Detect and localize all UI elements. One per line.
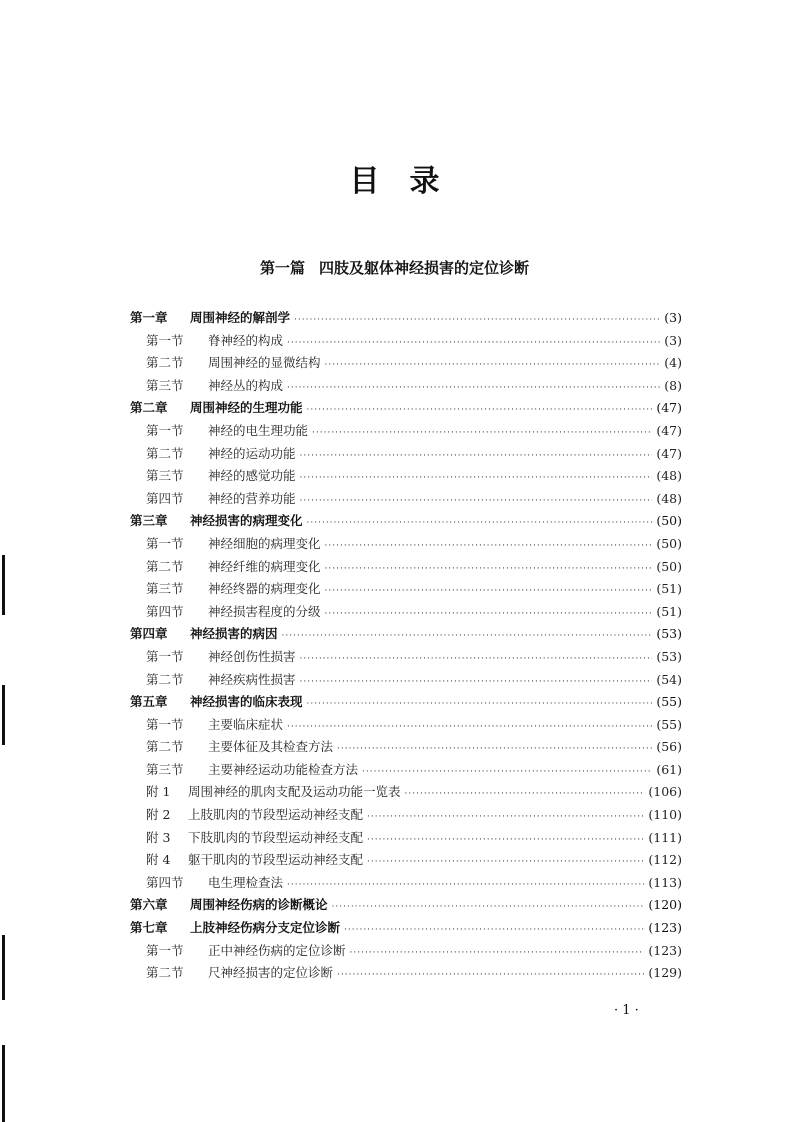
dot-leader [367, 829, 644, 852]
entry-title: 神经的电生理功能 [208, 422, 309, 438]
entry-title: 神经丛的构成 [208, 377, 284, 393]
entry-page: (53) [656, 626, 682, 642]
entry-page: (4) [664, 355, 682, 371]
toc-entry-section [130, 669, 682, 692]
entry-title: 周围神经的解剖学 [190, 310, 291, 325]
entry-number: 第四节 [146, 874, 184, 890]
entry-number: 第三节 [146, 581, 184, 597]
toc-entry-section [130, 420, 682, 443]
dot-leader [312, 422, 652, 445]
dot-leader [367, 851, 644, 874]
toc-entry-section [130, 736, 682, 759]
entry-number: 第四章 [130, 626, 168, 642]
entry-page: (123) [648, 920, 682, 936]
entry-title: 神经疾病性损害 [208, 671, 296, 687]
toc-entry-section [130, 330, 682, 353]
entry-title: 正中神经伤病的定位诊断 [208, 942, 346, 958]
entry-title: 躯干肌肉的节段型运动神经支配 [188, 852, 364, 868]
entry-number: 第一节 [146, 716, 184, 732]
entry-number: 附 2 [146, 807, 171, 823]
entry-page: (47) [656, 422, 682, 438]
part-title: 四肢及躯体神经损害的定位诊断 [319, 259, 530, 277]
toc-entry-section [130, 578, 682, 601]
dot-leader [367, 806, 644, 829]
dot-leader [287, 332, 660, 355]
toc-entry-section [130, 714, 682, 737]
entry-number: 第六章 [130, 897, 168, 913]
scan-edge-mark [2, 555, 5, 615]
dot-leader [325, 354, 661, 377]
entry-number: 附 3 [146, 829, 171, 845]
entry-number: 第一节 [146, 422, 184, 438]
entry-title: 周围神经的生理功能 [190, 400, 303, 416]
dot-leader [307, 399, 653, 422]
entry-page: (129) [648, 965, 682, 981]
toc-entry-appendix [130, 804, 682, 827]
entry-number: 第二节 [146, 558, 184, 574]
entry-title: 神经创伤性损害 [208, 648, 296, 664]
dot-leader [300, 467, 653, 490]
toc-entry-chapter [130, 307, 682, 330]
entry-title: 神经损害的临床表现 [190, 694, 303, 710]
entry-page: (106) [648, 784, 682, 800]
toc-entry-section [130, 443, 682, 466]
entry-number: 第四节 [146, 603, 184, 619]
part-heading [0, 257, 789, 278]
toc-entry-chapter [130, 510, 682, 533]
entry-page: (54) [656, 671, 682, 687]
entry-page: (48) [656, 490, 682, 506]
entry-number: 第三节 [146, 761, 184, 777]
page-number: · 1 · [614, 1003, 639, 1018]
entry-number: 第五章 [130, 694, 168, 710]
entry-number: 第一节 [146, 942, 184, 958]
entry-title: 周围神经的显微结构 [208, 355, 321, 371]
entry-page: (48) [656, 468, 682, 484]
entry-page: (123) [648, 942, 682, 958]
dot-leader [325, 580, 653, 603]
scan-edge-mark [2, 935, 5, 1000]
page-title: 目录 [349, 164, 470, 199]
toc-entry-section [130, 375, 682, 398]
entry-page: (55) [656, 716, 682, 732]
dot-leader [300, 648, 653, 671]
dot-leader [337, 964, 644, 987]
entry-number: 第三章 [130, 513, 168, 529]
entry-page: (47) [656, 445, 682, 461]
entry-page: (8) [664, 377, 682, 393]
toc-entry-appendix [130, 781, 682, 804]
dot-leader [325, 558, 653, 581]
toc-entry-section [130, 646, 682, 669]
dot-leader [300, 490, 653, 513]
toc-entry-section [130, 533, 682, 556]
entry-number: 第二节 [146, 445, 184, 461]
entry-number: 第一节 [146, 332, 184, 348]
entry-number: 第三节 [146, 377, 184, 393]
toc-entry-chapter [130, 894, 682, 917]
entry-number: 第二节 [146, 965, 184, 981]
entry-page: (110) [648, 807, 682, 823]
toc-entry-section [130, 556, 682, 579]
toc-entry-section [130, 601, 682, 624]
dot-leader [287, 377, 660, 400]
dot-leader [405, 783, 645, 806]
entry-title: 神经损害程度的分级 [208, 603, 321, 619]
entry-number: 第一章 [130, 310, 168, 325]
dot-leader [307, 512, 653, 535]
entry-title: 神经纤维的病理变化 [208, 558, 321, 574]
entry-title: 神经终器的病理变化 [208, 581, 321, 597]
entry-title: 尺神经损害的定位诊断 [208, 965, 334, 981]
entry-page: (53) [656, 648, 682, 664]
entry-page: (113) [648, 874, 682, 890]
entry-title: 脊神经的构成 [208, 332, 284, 348]
entry-number: 第七章 [130, 920, 168, 936]
entry-title: 上肢肌肉的节段型运动神经支配 [188, 807, 364, 823]
toc-entry-section [130, 352, 682, 375]
entry-number: 第三节 [146, 468, 184, 484]
dot-leader [337, 738, 652, 761]
entry-title: 神经损害的病理变化 [190, 513, 303, 529]
dot-leader [344, 919, 644, 942]
dot-leader [300, 671, 653, 694]
dot-leader [325, 535, 653, 558]
toc-entry-chapter [130, 917, 682, 940]
entry-page: (3) [664, 310, 682, 325]
entry-page: (50) [656, 535, 682, 551]
toc-entry-section [130, 759, 682, 782]
dot-leader [282, 625, 653, 648]
entry-page: (112) [648, 852, 682, 868]
scan-edge-mark [2, 1045, 5, 1122]
entry-title: 神经损害的病因 [190, 626, 278, 642]
entry-number: 第一节 [146, 648, 184, 664]
entry-title: 主要体征及其检查方法 [208, 739, 334, 755]
dot-leader [362, 761, 652, 784]
entry-page: (51) [656, 603, 682, 619]
entry-title: 神经的运动功能 [208, 445, 296, 461]
entry-page: (111) [648, 829, 682, 845]
entry-title: 主要临床症状 [208, 716, 284, 732]
dot-leader [307, 693, 653, 716]
dot-leader [350, 942, 645, 965]
table-of-contents [130, 307, 682, 985]
entry-page: (50) [656, 513, 682, 529]
toc-entry-chapter [130, 623, 682, 646]
entry-title: 神经的感觉功能 [208, 468, 296, 484]
toc-entry-section [130, 465, 682, 488]
entry-page: (56) [656, 739, 682, 755]
dot-leader [287, 874, 644, 897]
entry-number: 第二节 [146, 739, 184, 755]
entry-title: 神经细胞的病理变化 [208, 535, 321, 551]
entry-number: 第二节 [146, 671, 184, 687]
entry-number: 附 4 [146, 852, 171, 868]
entry-title: 神经的营养功能 [208, 490, 296, 506]
dot-leader [294, 309, 660, 332]
entry-number: 第四节 [146, 490, 184, 506]
toc-entry-section [130, 940, 682, 963]
entry-page: (3) [664, 332, 682, 348]
scan-edge-mark [2, 685, 5, 745]
toc-entry-chapter [130, 397, 682, 420]
toc-entry-appendix [130, 827, 682, 850]
entry-title: 电生理检查法 [208, 874, 284, 890]
entry-title: 上肢神经伤病分支定位诊断 [190, 920, 341, 936]
dot-leader [325, 603, 653, 626]
entry-page: (51) [656, 581, 682, 597]
entry-number: 第二节 [146, 355, 184, 371]
entry-page: (50) [656, 558, 682, 574]
toc-entry-chapter [130, 691, 682, 714]
entry-page: (47) [656, 400, 682, 416]
toc-entry-section [130, 872, 682, 895]
entry-title: 下肢肌肉的节段型运动神经支配 [188, 829, 364, 845]
entry-number: 附 1 [146, 784, 171, 800]
entry-number: 第二章 [130, 400, 168, 416]
entry-number: 第一节 [146, 535, 184, 551]
entry-page: (120) [648, 897, 682, 913]
dot-leader [287, 716, 652, 739]
entry-title: 周围神经的肌肉支配及运动功能一览表 [188, 784, 401, 800]
dot-leader [300, 445, 653, 468]
entry-title: 主要神经运动功能检查方法 [208, 761, 359, 777]
toc-entry-section [130, 488, 682, 511]
entry-page: (61) [656, 761, 682, 777]
toc-entry-appendix [130, 849, 682, 872]
toc-entry-section [130, 962, 682, 985]
dot-leader [332, 896, 645, 919]
part-number: 第一篇 [259, 259, 305, 277]
entry-page: (55) [656, 694, 682, 710]
entry-title: 周围神经伤病的诊断概论 [190, 897, 328, 913]
